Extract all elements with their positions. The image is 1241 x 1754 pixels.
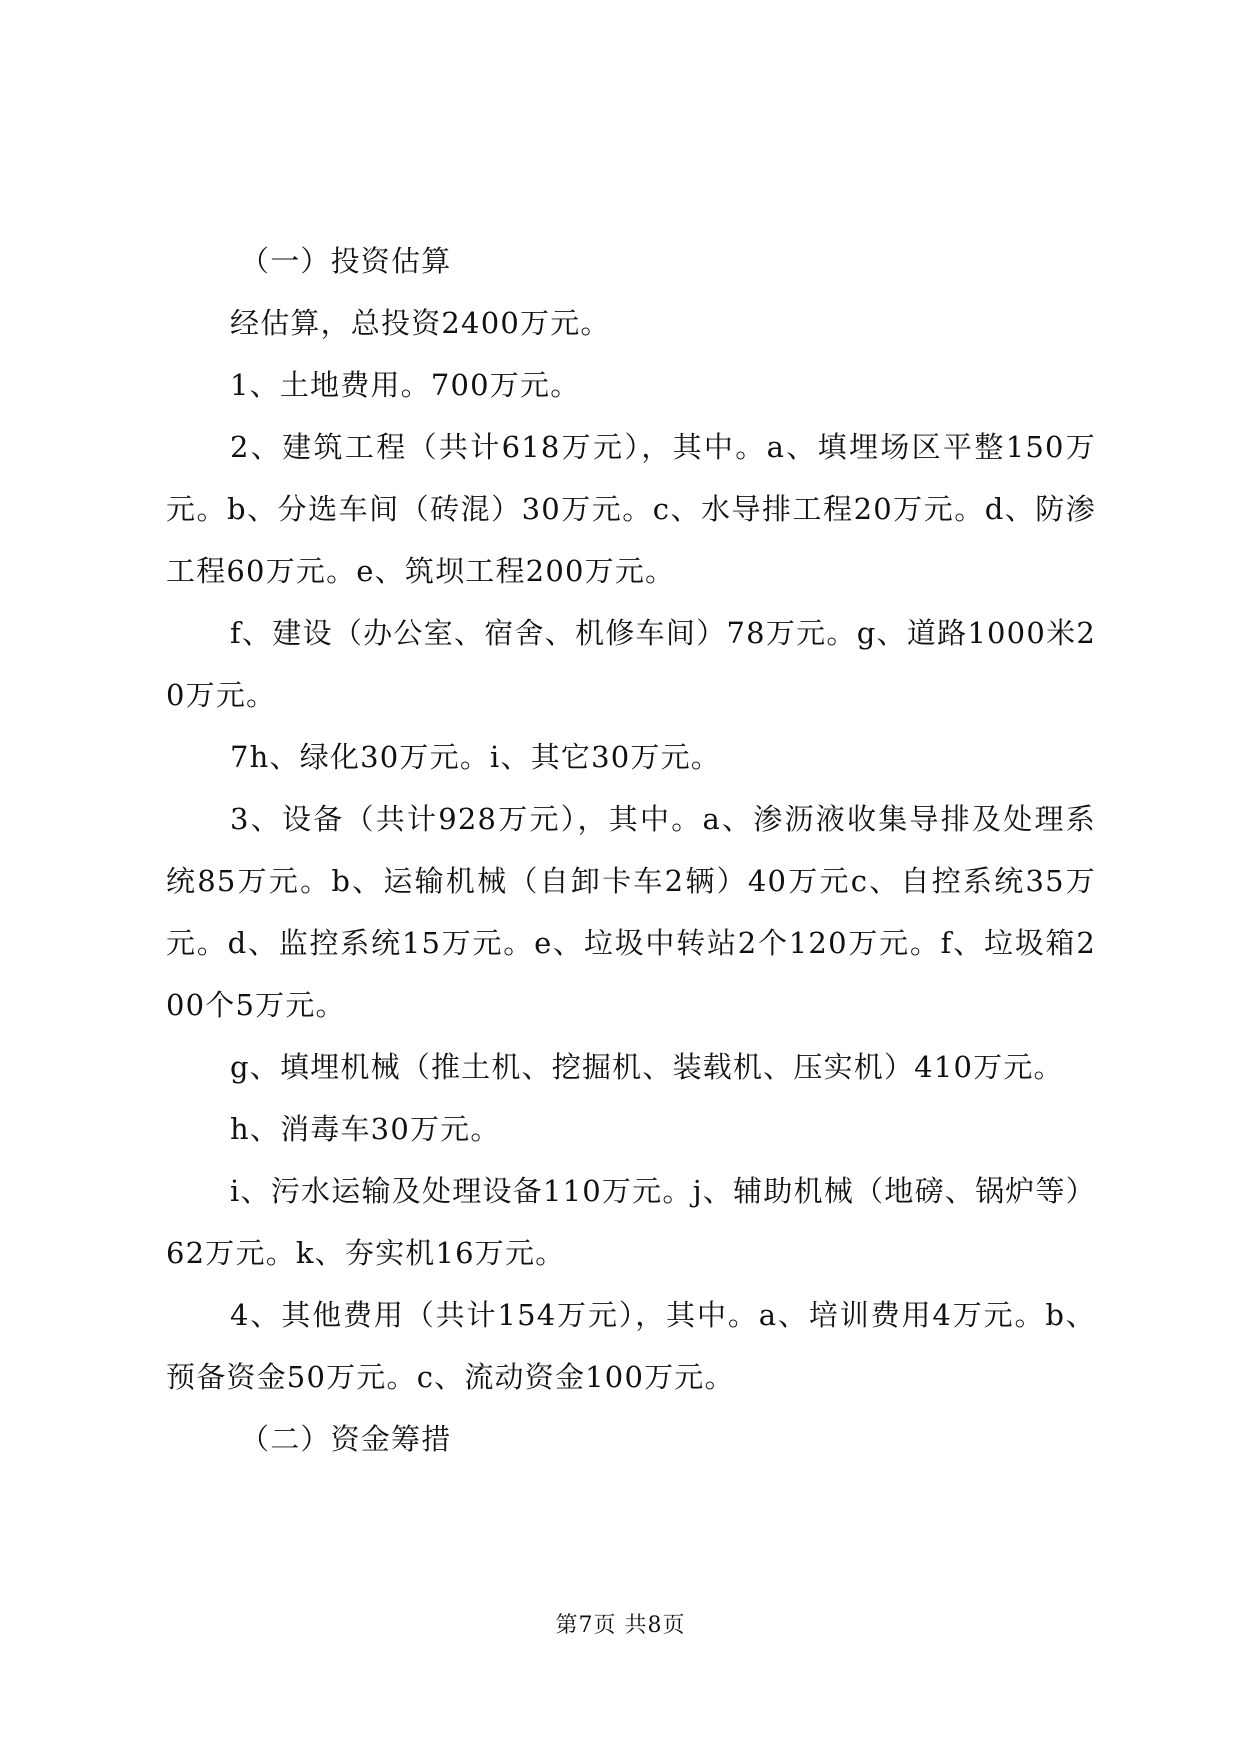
paragraph-total-investment: 经估算，总投资2400万元。 — [230, 306, 611, 340]
paragraph-land-cost: 1、土地费用。700万元。 — [230, 368, 581, 402]
section-heading-fund-raising: （二）资金筹措 — [240, 1422, 452, 1456]
paragraph-other-costs: 4、其他费用（共计154万元），其中。a、培训费用4万元。b、预备资金50万元。c、流动资金100万元。 — [166, 1298, 1096, 1394]
paragraph-greening: 7h、绿化30万元。i、其它30万元。 — [230, 740, 722, 774]
paragraph-buildings-roads: f、建设（办公室、宿舍、机修车间）78万元。g、道路1000米20万元。 — [166, 616, 1096, 712]
paragraph-wastewater-equipment: i、污水运输及处理设备110万元。j、辅助机械（地磅、锅炉等）62万元。k、夯实机16万元。 — [166, 1174, 1096, 1270]
section-heading-investment-estimate: （一）投资估算 — [240, 244, 452, 278]
page-footer: 第7页 共8页 — [555, 1613, 686, 1638]
paragraph-equipment: 3、设备（共计928万元），其中。a、渗沥液收集导排及处理系统85万元。b、运输机械（自卸卡车2辆）40万元c、自控系统35万元。d、监控系统15万元。e、垃圾中转站2个120万元。f、垃圾箱200个5万元。 — [166, 802, 1096, 1022]
paragraph-disinfection-vehicle: h、消毒车30万元。 — [230, 1112, 501, 1146]
paragraph-landfill-machinery: g、填埋机械（推土机、挖掘机、装载机、压实机）410万元。 — [230, 1050, 1064, 1084]
paragraph-construction: 2、建筑工程（共计618万元），其中。a、填埋场区平整150万元。b、分选车间（砖混）30万元。c、水导排工程20万元。d、防渗工程60万元。e、筑坝工程200万元。 — [166, 430, 1096, 588]
document-body — [166, 230, 1096, 1470]
